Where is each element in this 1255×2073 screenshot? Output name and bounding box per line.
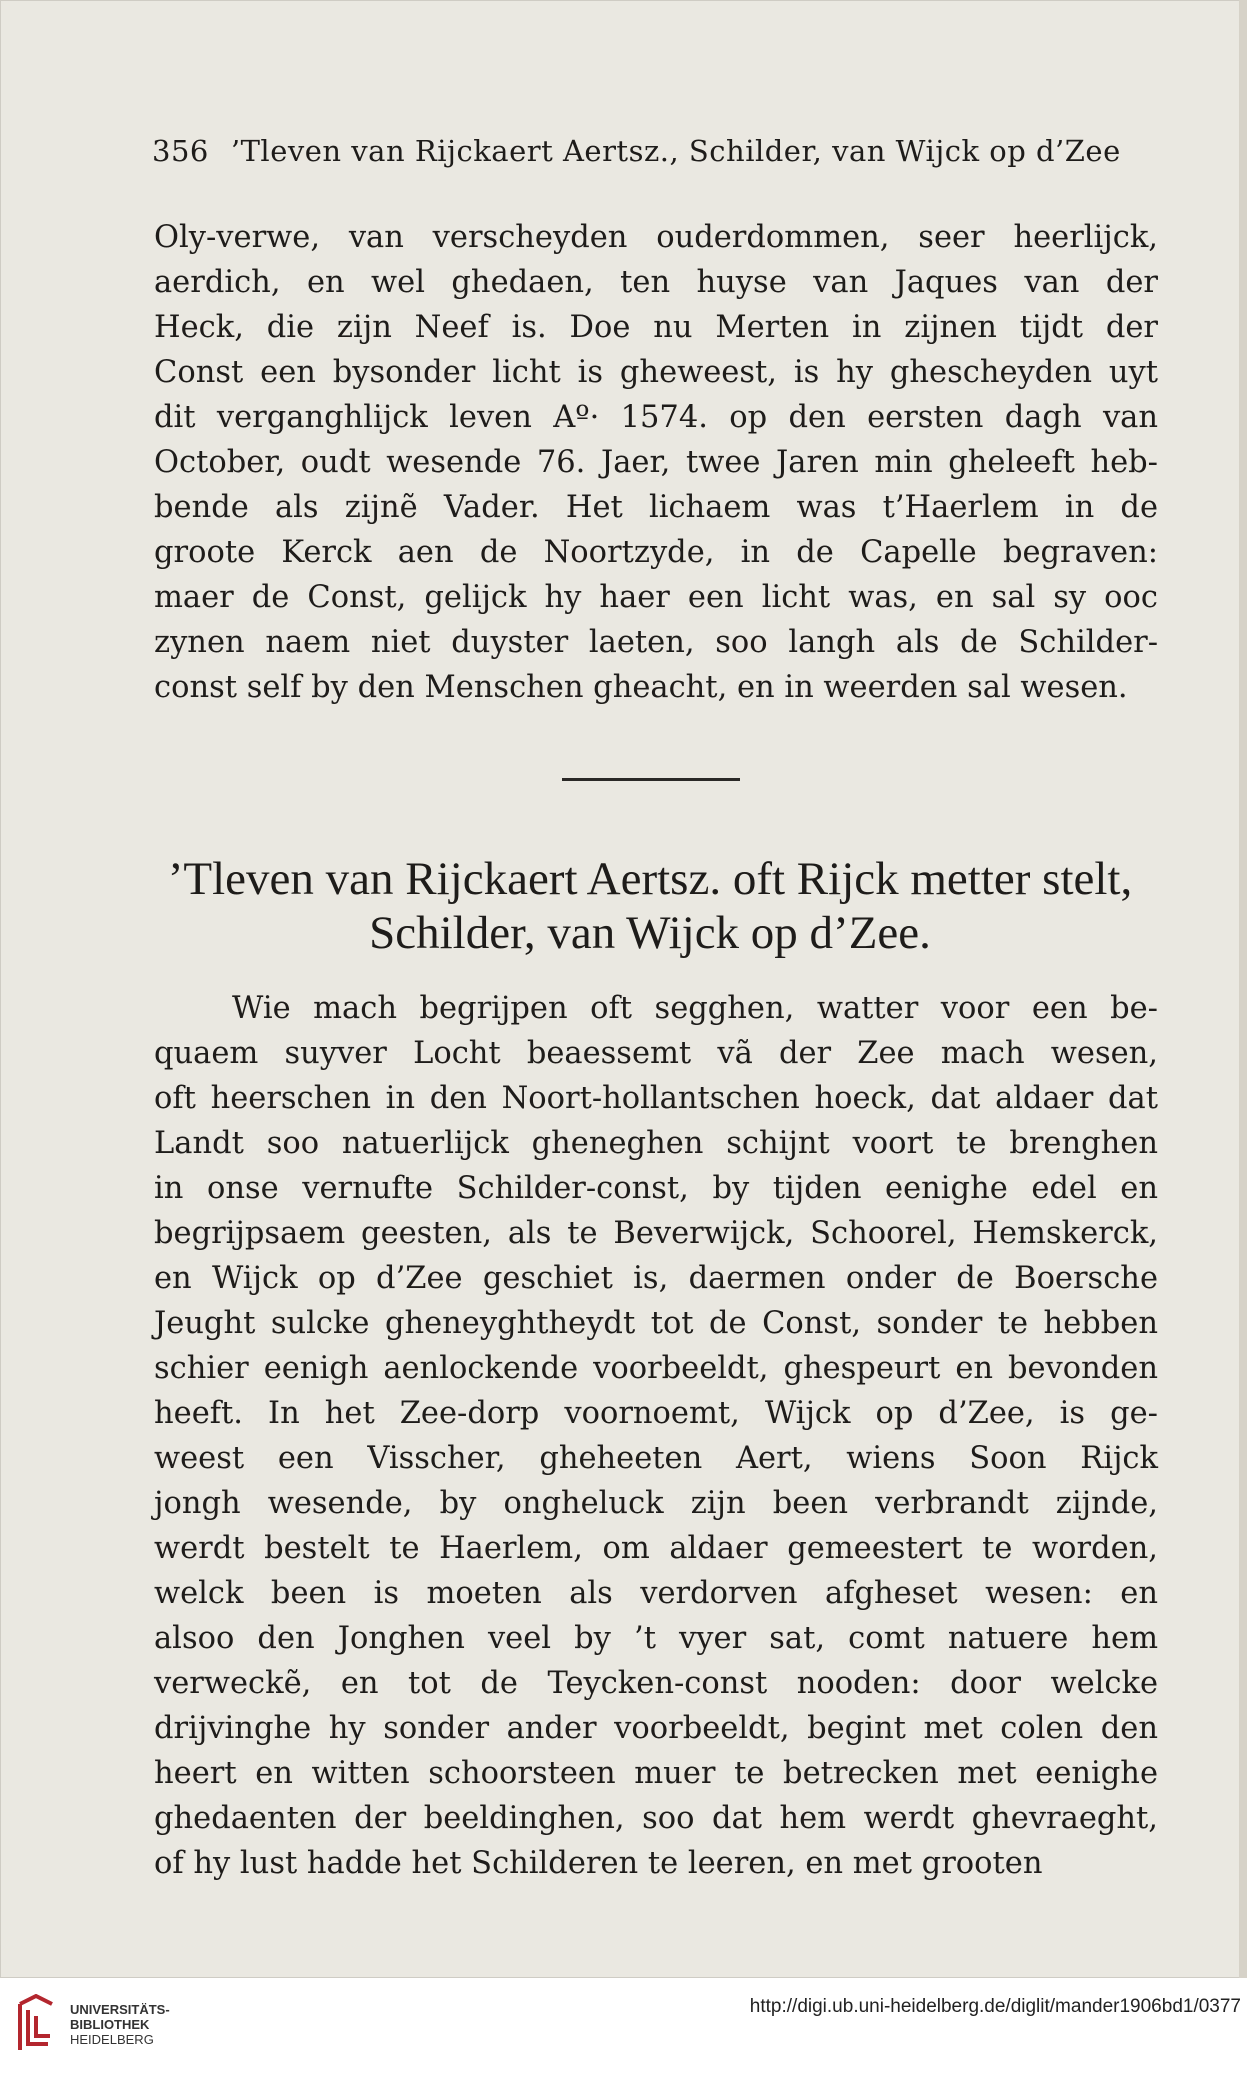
text-line: schier eenigh aenlockende voorbeeldt, ghespeurt en bevonden: [154, 1351, 1158, 1386]
text-line: bende als zijnẽ Vader. Het lichaem was t’Haerlem in de: [154, 490, 1158, 525]
text-line: dit verganghlijck leven Aº· 1574. op den eersten dagh van: [154, 400, 1158, 435]
text-line: zynen naem niet duyster laeten, soo langh als de Schilder-: [154, 625, 1158, 660]
text-line: Wie mach begrijpen oft segghen, watter voor een be-: [232, 991, 1158, 1026]
text-line: maer de Const, gelijck hy haer een licht was, en sal sy ooc: [154, 580, 1158, 615]
text-line: welck been is moeten als verdorven afgheset wesen: en: [154, 1576, 1158, 1611]
chapter-title: [120, 852, 1180, 960]
viewer-footer: [0, 1978, 1255, 2073]
library-name-line: UNIVERSITÄTS-: [70, 2002, 170, 2017]
text-line: groote Kerck aen de Noortzyde, in de Capelle begraven:: [154, 535, 1158, 570]
text-line: quaem suyver Locht beaessemt vã der Zee mach wesen,: [154, 1036, 1158, 1071]
paragraph-2: [154, 986, 1158, 1886]
text-line: const self by den Menschen gheacht, en in weerden sal wesen.: [154, 670, 1128, 705]
text-line: Heck, die zijn Neef is. Doe nu Merten in zijnen tijdt der: [154, 310, 1158, 345]
text-line: drijvinghe hy sonder ander voorbeeldt, begint met colen den: [154, 1711, 1158, 1746]
text-line: heeft. In het Zee-dorp voornoemt, Wijck op d’Zee, is ge-: [154, 1396, 1158, 1431]
text-line: werdt bestelt te Haerlem, om aldaer gemeestert te worden,: [154, 1531, 1158, 1566]
chapter-title-line: ’Tleven van Rijckaert Aertsz. oft Rijck metter stelt,: [167, 853, 1133, 905]
text-line: October, oudt wesende 76. Jaer, twee Jaren min gheleeft heb-: [154, 445, 1158, 480]
page-edge: [1239, 0, 1247, 1978]
library-name-line: BIBLIOTHEK: [70, 2017, 150, 2032]
page-number: 356: [152, 134, 209, 168]
text-line: oft heerschen in den Noort-hollantschen hoeck, dat aldaer dat: [154, 1081, 1158, 1116]
library-name-line: HEIDELBERG: [70, 2032, 154, 2047]
university-library-logo-icon: [14, 1994, 58, 2054]
running-header: [152, 134, 1121, 168]
text-line: Jeught sulcke gheneyghtheydt tot de Const, sonder te hebben: [154, 1306, 1158, 1341]
text-line: alsoo den Jonghen veel by ’t vyer sat, comt natuere hem: [154, 1621, 1158, 1656]
text-line: Const een bysonder licht is gheweest, is hy ghescheyden uyt: [154, 355, 1158, 390]
text-line: weest een Visscher, gheheeten Aert, wiens Soon Rijck: [154, 1441, 1158, 1476]
text-line: begrijpsaem geesten, als te Beverwijck, Schoorel, Hemskerck,: [154, 1216, 1158, 1251]
text-line: Oly-verwe, van verscheyden ouderdommen, seer heerlijck,: [154, 220, 1158, 255]
text-line: of hy lust hadde het Schilderen te leeren, en met grooten: [154, 1846, 1043, 1881]
section-divider: [562, 778, 740, 781]
text-line: verweckẽ, en tot de Teycken-const nooden: door welcke: [154, 1666, 1158, 1701]
paragraph-1: [154, 215, 1158, 710]
running-title: ’Tleven van Rijckaert Aertsz., Schilder, van Wijck op d’Zee: [230, 134, 1121, 168]
text-line: ghedaenten der beeldinghen, soo dat hem werdt ghevraeght,: [154, 1801, 1158, 1836]
source-url[interactable]: http://digi.ub.uni-heidelberg.de/diglit/mander1906bd1/0377: [749, 1996, 1241, 2017]
text-line: heert en witten schoorsteen muer te betrecken met eenighe: [154, 1756, 1158, 1791]
text-line: Landt soo natuerlijck gheneghen schijnt voort te brenghen: [154, 1126, 1158, 1161]
chapter-title-line: Schilder, van Wijck op d’Zee.: [369, 907, 931, 959]
text-line: aerdich, en wel ghedaen, ten huyse van Jaques van der: [154, 265, 1158, 300]
text-line: in onse vernufte Schilder-const, by tijden eenighe edel en: [154, 1171, 1158, 1206]
text-line: jongh wesende, by ongheluck zijn been verbrandt zijnde,: [154, 1486, 1158, 1521]
library-name: [70, 2002, 170, 2047]
text-line: en Wijck op d’Zee geschiet is, daermen onder de Boersche: [154, 1261, 1158, 1296]
